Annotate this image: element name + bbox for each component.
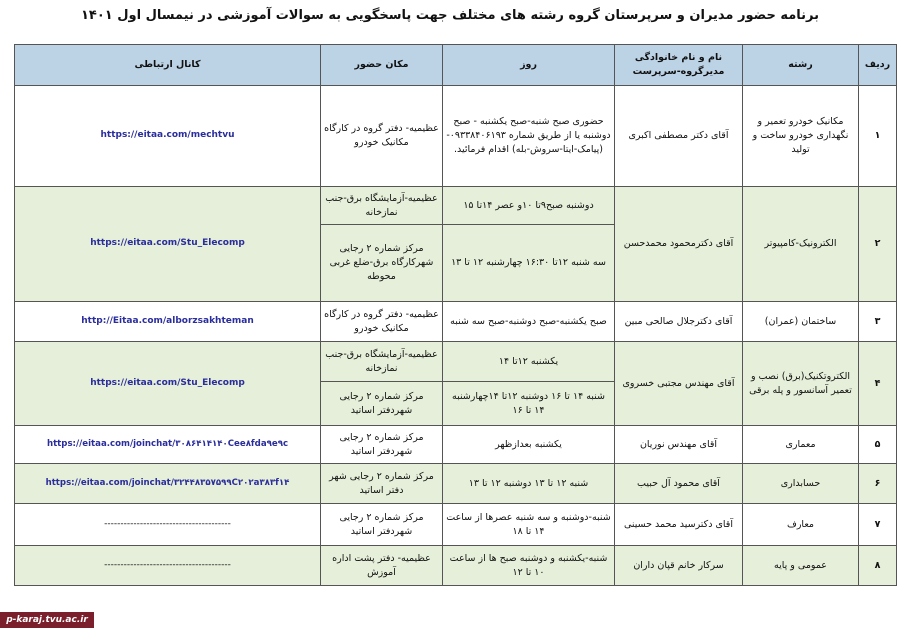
table-row — [15, 546, 897, 586]
field-cell: عمومی و پایه — [743, 546, 859, 586]
table-row — [15, 86, 897, 187]
day-cell: صبح یکشنبه-صبح دوشنبه-صبح سه شنبه — [443, 302, 615, 342]
name-cell: آقای دکترسید محمد حسینی — [615, 504, 743, 546]
channel-link[interactable]: https://eitaa.com/Stu_Elecomp — [15, 187, 321, 302]
channel-link[interactable]: https://eitaa.com/joinchat/۳۲۴۴۸۳۵۷۵۹۹C۲۰۲a۳۸۳f۱۴ — [15, 464, 321, 504]
channel-link[interactable]: http://Eitaa.com/alborzsakhteman — [15, 302, 321, 342]
field-cell: الکتروتکنیک(برق) نصب و تعمیر آسانسور و پله برقی — [743, 342, 859, 426]
place-cell: مرکز شماره ۲ رجایی شهردفتر اساتید — [321, 426, 443, 464]
day-cell: دوشنبه صبح۹تا ۱۰و عصر ۱۴تا ۱۵ — [443, 187, 615, 225]
schedule-table — [14, 44, 897, 586]
field-cell: ساختمان (عمران) — [743, 302, 859, 342]
field-cell: الکترونیک-کامپیوتر — [743, 187, 859, 302]
header-field: رشته — [743, 45, 859, 86]
name-cell: آقای دکتر مصطفی اکبری — [615, 86, 743, 187]
name-cell: آقای مهندس نوریان — [615, 426, 743, 464]
place-cell: عظیمیه-آزمایشگاه برق-جنب نمازخانه — [321, 187, 443, 225]
place-cell: عظیمیه- دفتر گروه در کارگاه مکانیک خودرو — [321, 302, 443, 342]
place-cell: عظیمیه-آزمایشگاه برق-جنب نمازخانه — [321, 342, 443, 382]
name-cell: آقای دکترجلال صالحی مبین — [615, 302, 743, 342]
name-cell: سرکار خانم قپان داران — [615, 546, 743, 586]
field-cell: حسابداری — [743, 464, 859, 504]
header-channel: کانال ارتباطی — [15, 45, 321, 86]
place-cell: عظیمیه- دفتر پشت اداره آموزش — [321, 546, 443, 586]
place-cell: مرکز شماره ۲ رجایی شهردفتر اساتید — [321, 382, 443, 426]
table-row — [15, 464, 897, 504]
day-cell: شنبه-دوشنبه و سه شنبه عصرها از ساعت ۱۴ تا ۱۸ — [443, 504, 615, 546]
row-number: ۲ — [859, 187, 897, 302]
channel-placeholder: --------------------------------------- — [15, 504, 321, 546]
row-number: ۵ — [859, 426, 897, 464]
table-row — [15, 504, 897, 546]
day-cell: یکشنبه ۱۲تا ۱۴ — [443, 342, 615, 382]
channel-link[interactable]: https://eitaa.com/Stu_Elecomp — [15, 342, 321, 426]
channel-link[interactable]: https://eitaa.com/joinchat/۳۰۸۶۴۱۴۱۴۰Cee۸fda۹e۹c — [15, 426, 321, 464]
field-cell: معارف — [743, 504, 859, 546]
row-number: ۱ — [859, 86, 897, 187]
place-cell: مرکز شماره ۲ رجایی شهر دفتر اساتید — [321, 464, 443, 504]
day-cell: شنبه-یکشنبه و دوشنبه صبح ها از ساعت ۱۰ تا ۱۲ — [443, 546, 615, 586]
channel-placeholder: --------------------------------------- — [15, 546, 321, 586]
table-row — [15, 187, 897, 225]
place-cell: عظیمیه- دفتر گروه در کارگاه مکانیک خودرو — [321, 86, 443, 187]
day-cell: شنبه ۱۲ تا ۱۳ دوشنبه ۱۲ تا ۱۳ — [443, 464, 615, 504]
header-row-number: ردیف — [859, 45, 897, 86]
table-row — [15, 302, 897, 342]
header-name: نام و نام خانوادگی مدیرگروه-سرپرست — [615, 45, 743, 86]
row-number: ۸ — [859, 546, 897, 586]
name-cell: آقای دکترمحمود محمدحسن — [615, 187, 743, 302]
row-number: ۶ — [859, 464, 897, 504]
row-number: ۴ — [859, 342, 897, 426]
day-cell: شنبه ۱۴ تا ۱۶ دوشنبه ۱۲تا ۱۴چهارشنبه ۱۴ تا ۱۶ — [443, 382, 615, 426]
field-cell: مکانیک خودرو تعمیر و نگهداری خودرو ساخت و تولید — [743, 86, 859, 187]
day-cell: یکشنبه بعدازظهر — [443, 426, 615, 464]
table-row — [15, 426, 897, 464]
page-title: برنامه حضور مدیران و سرپرستان گروه رشته های مختلف جهت پاسخگویی به سوالات آموزشی در نیمسال اول ۱۴۰۱ — [80, 8, 820, 23]
header-row — [15, 45, 897, 86]
name-cell: آقای محمود آل حبیب — [615, 464, 743, 504]
channel-link[interactable]: https://eitaa.com/mechtvu — [15, 86, 321, 187]
site-watermark: p-karaj.tvu.ac.ir — [0, 612, 94, 628]
place-cell: مرکز شماره ۲ رجایی شهردفتر اساتید — [321, 504, 443, 546]
header-day: روز — [443, 45, 615, 86]
table-row — [15, 342, 897, 382]
row-number: ۷ — [859, 504, 897, 546]
row-number: ۳ — [859, 302, 897, 342]
place-cell: مرکز شماره ۲ رجایی شهرکارگاه برق-ضلع غربی محوطه — [321, 225, 443, 302]
day-cell: حضوری صبح شنبه-صبح یکشنبه - صبح دوشنبه یا از طریق شماره ۰۹۳۳۸۴۰۶۱۹۳- (پیامک-ایتا-سروش-بله) اقدام فرمائید. — [443, 86, 615, 187]
name-cell: آقای مهندس مجتبی خسروی — [615, 342, 743, 426]
field-cell: معماری — [743, 426, 859, 464]
header-place: مکان حضور — [321, 45, 443, 86]
day-cell: سه شنبه ۱۲تا ۱۶:۳۰ چهارشنبه ۱۲ تا ۱۳ — [443, 225, 615, 302]
